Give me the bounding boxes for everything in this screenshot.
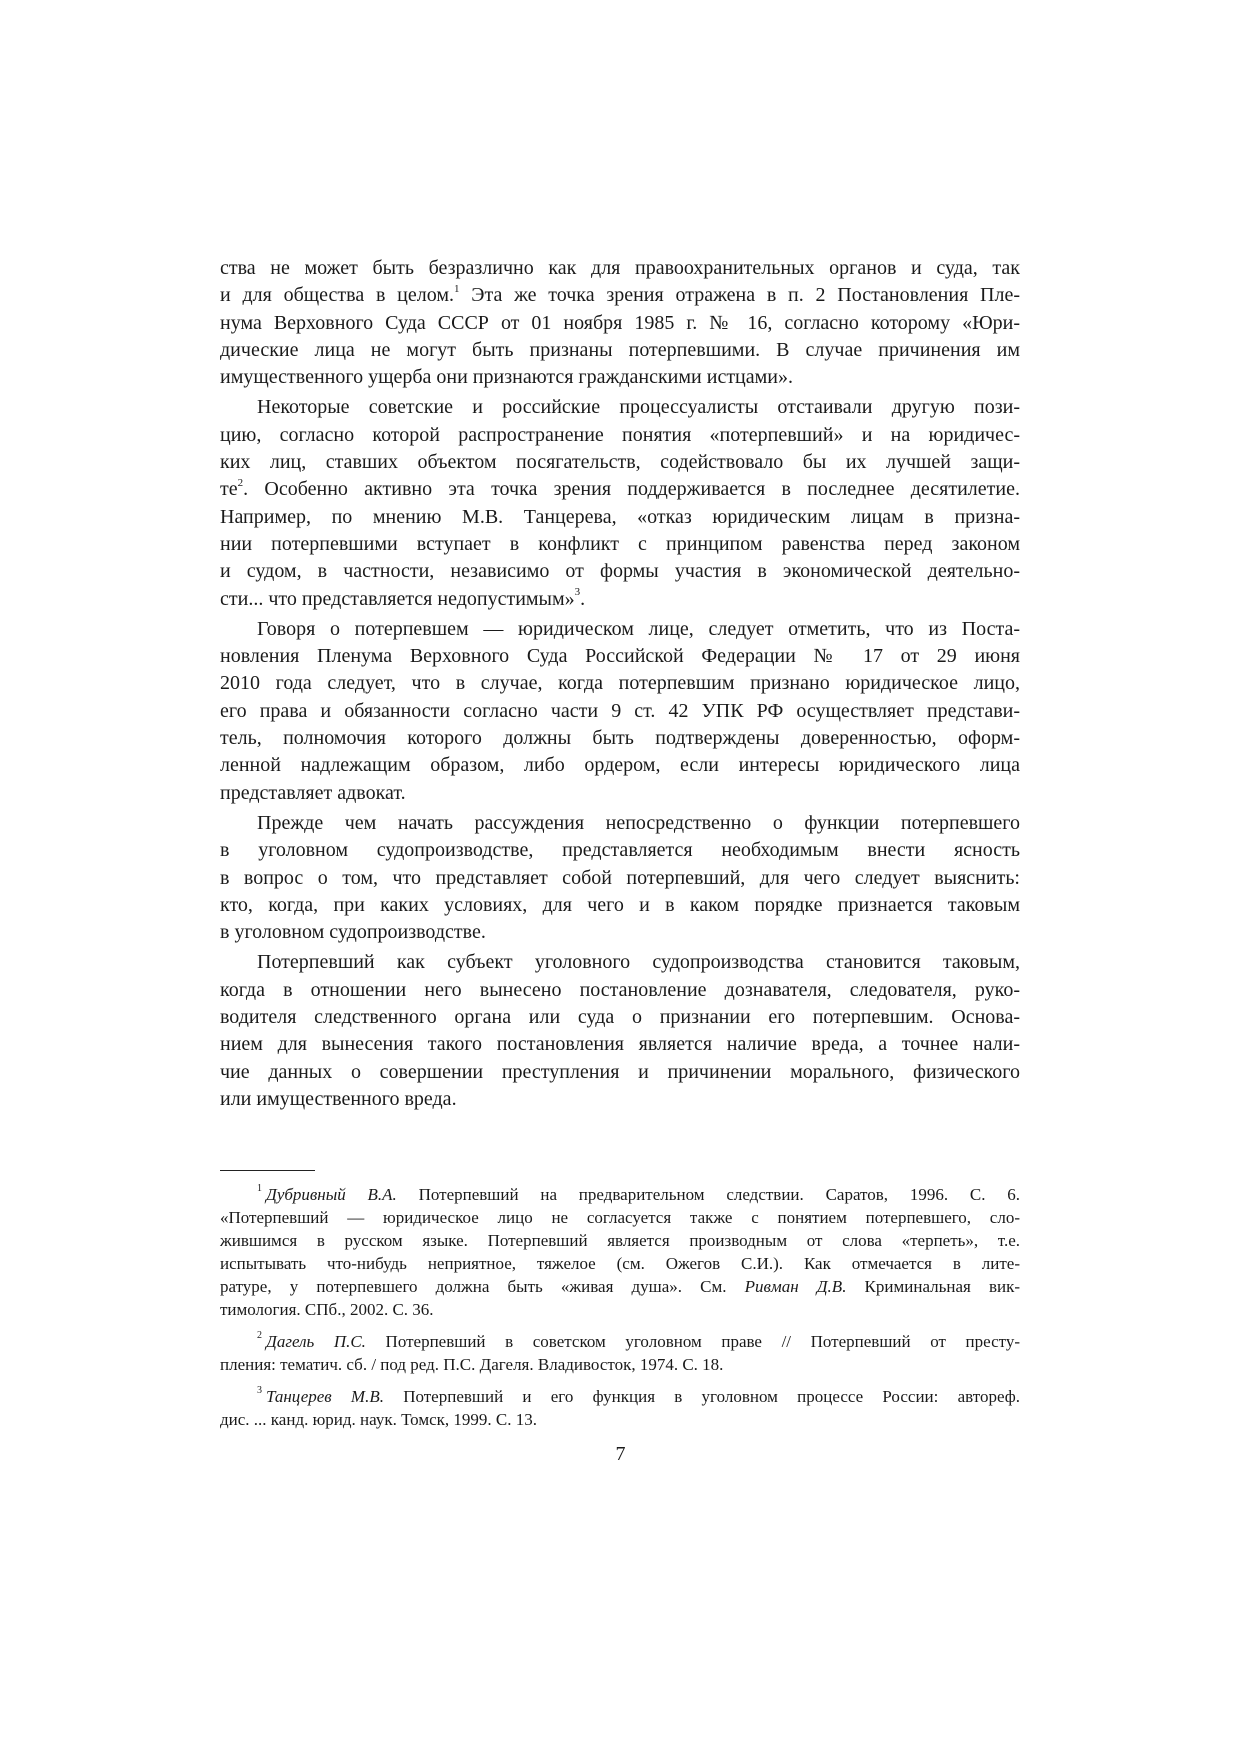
text-line: нием для вынесения такого постановления является наличие вреда, а точнее нали- — [220, 1033, 1020, 1056]
text-line: Потерпевший как субъект уголовного судопроизводства становится таковым, — [257, 951, 1020, 974]
footnote-ref-2[interactable]: 2 — [237, 476, 244, 489]
paragraph-5 — [220, 949, 1020, 1113]
paragraph-1 — [220, 255, 1020, 391]
text-line: кто, когда, при каких условиях, для чего и в каком порядке признается таковым — [220, 893, 1020, 916]
text-line — [220, 282, 1020, 309]
text-span: Потерпевший в советском уголовном праве // Потерпевший от престу- — [365, 1332, 1020, 1351]
text-line: дические лица не могут быть признаны потерпевшими. В случае причинения им — [220, 338, 1020, 361]
footnote-author: Дубривный В.А. — [266, 1185, 397, 1204]
text-line: в уголовном судопроизводстве. — [220, 921, 486, 944]
footnote-number: 3 — [257, 1385, 262, 1397]
text-span: те — [220, 478, 238, 501]
footnote-ref-3[interactable]: 3 — [574, 585, 581, 598]
text-span: и для общества в целом. — [220, 284, 454, 307]
text-span: . — [580, 587, 586, 610]
text-span: Потерпевший и его функция в уголовном процессе России: автореф. — [383, 1387, 1020, 1406]
text-line: водителя следственного органа или суда о признании его потерпевшим. Основа- — [220, 1006, 1020, 1029]
text-line: новления Пленума Верховного Суда Российской Федерации № 17 от 29 июня — [220, 645, 1020, 668]
text-line: тель, полномочия которого должны быть подтверждены доверенностью, оформ- — [220, 727, 1020, 750]
text-line: имущественного ущерба они признаются гражданскими истцами». — [220, 366, 793, 389]
footnote-3 — [220, 1385, 1020, 1431]
text-line: ленной надлежащим образом, либо ордером, если интересы юридического лица — [220, 754, 1020, 777]
text-span: сти... что представляется недопустимым» — [220, 587, 575, 610]
text-line: и судом, в частности, независимо от формы участия в экономической деятельно- — [220, 560, 1020, 583]
text-line: 2010 года следует, что в случае, когда потерпевшим признано юридическое лицо, — [220, 672, 1020, 695]
text-line — [220, 476, 1020, 503]
text-line: в уголовном судопроизводстве, представляется необходимым внести ясность — [220, 839, 1020, 862]
paragraph-3 — [220, 616, 1020, 807]
text-line: в вопрос о том, что представляет собой потерпевший, для чего следует выяснить: — [220, 866, 1020, 889]
footnote-separator — [220, 1170, 315, 1171]
text-span: Эта же точка зрения отражена в п. 2 Постановления Пле- — [459, 284, 1020, 307]
text-span: Потерпевший на предварительном следствии. Саратов, 1996. С. 6. — [396, 1185, 1020, 1204]
text-line: нума Верховного Суда СССР от 01 ноября 1985 г. № 16, согласно которому «Юри- — [220, 311, 1020, 334]
footnote-line: тимология. СПб., 2002. С. 36. — [220, 1300, 434, 1319]
footnote-line: пления: тематич. сб. / под ред. П.С. Дагеля. Владивосток, 1974. С. 18. — [220, 1355, 724, 1374]
footnote-2 — [220, 1330, 1020, 1376]
footnote-line: «Потерпевший — юридическое лицо не согласуется также с понятием потерпевшего, сло- — [220, 1208, 1020, 1227]
text-span: Криминальная вик- — [846, 1277, 1020, 1296]
footnote-ref-1[interactable]: 1 — [454, 282, 460, 295]
text-line — [220, 586, 1020, 613]
text-span: ратуре, у потерпевшего должна быть «живая душа». См. — [220, 1277, 745, 1296]
text-line: нии потерпевшими вступает в конфликт с принципом равенства перед законом — [220, 532, 1020, 555]
text-line: или имущественного вреда. — [220, 1087, 457, 1110]
text-line: чие данных о совершении преступления и причинении морального, физического — [220, 1060, 1020, 1083]
footnote-1 — [220, 1183, 1020, 1321]
paragraph-4 — [220, 810, 1020, 946]
footnote-line: дис. ... канд. юрид. наук. Томск, 1999. С. 13. — [220, 1410, 538, 1429]
text-line: Некоторые советские и российские процессуалисты отстаивали другую пози- — [257, 396, 1020, 419]
page-number: 7 — [615, 1443, 626, 1465]
main-text — [220, 255, 1020, 1113]
footnote-line — [220, 1183, 1020, 1206]
text-line: когда в отношении него вынесено постановление дознавателя, следователя, руко- — [220, 978, 1020, 1001]
text-line: Говоря о потерпевшем — юридическом лице, следует отметить, что из Поста- — [257, 617, 1020, 640]
text-line: ства не может быть безразлично как для правоохранительных органов и суда, так — [220, 257, 1020, 279]
footnote-line — [220, 1330, 1020, 1353]
footnote-line — [220, 1275, 1020, 1298]
footnote-line — [220, 1385, 1020, 1408]
footnotes — [220, 1183, 1020, 1440]
footnote-line: жившимся в русском языке. Потерпевший является производным от слова «терпеть», т.е. — [220, 1231, 1020, 1250]
footnote-line: испытывать что-нибудь неприятное, тяжелое (см. Ожегов С.И.). Как отмечается в лите- — [220, 1254, 1020, 1273]
text-span: . Особенно активно эта точка зрения поддерживается в последнее десятилетие. — [243, 478, 1020, 501]
text-line: представляет адвокат. — [220, 781, 406, 804]
footnote-author: Танцерев М.В. — [266, 1387, 384, 1406]
footnote-number: 2 — [257, 1330, 262, 1342]
text-line: Например, по мнению М.В. Танцерева, «отказ юридическим лицам в призна- — [220, 505, 1020, 528]
paragraph-2 — [220, 394, 1020, 612]
document-page — [220, 255, 1020, 1113]
footnote-author: Дагель П.С. — [266, 1332, 366, 1351]
footnote-number: 1 — [257, 1183, 262, 1195]
footnote-author: Ривман Д.В. — [744, 1277, 847, 1296]
text-line: Прежде чем начать рассуждения непосредственно о функции потерпевшего — [257, 811, 1020, 834]
text-line: цию, согласно которой распространение понятия «потерпевший» и на юридичес- — [220, 423, 1020, 446]
text-line: его права и обязанности согласно части 9 ст. 42 УПК РФ осуществляет представи- — [220, 699, 1020, 722]
text-line: ких лиц, ставших объектом посягательств, содействовало бы их лучшей защи- — [220, 451, 1020, 474]
